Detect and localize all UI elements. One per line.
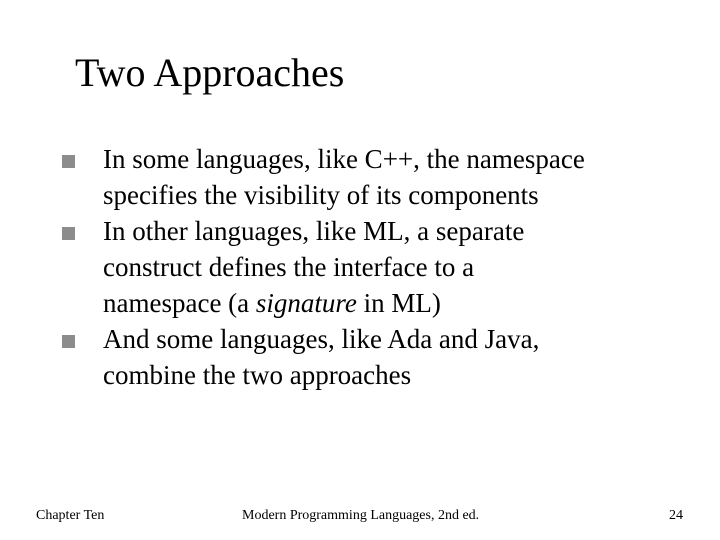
bullet-item — [62, 141, 692, 213]
slide-title: Two Approaches — [75, 50, 345, 95]
bullet-line: combine the two approaches — [103, 360, 412, 390]
footer-page-number: 24 — [669, 508, 683, 523]
bullet-text — [103, 321, 692, 393]
bullet-text — [103, 213, 692, 321]
bullet-line: And some languages, like Ada and Java, — [103, 324, 540, 354]
square-bullet-icon — [62, 155, 75, 168]
footer-chapter: Chapter Ten — [36, 508, 105, 523]
square-bullet-icon — [62, 227, 75, 240]
bullet-text-segment: in ML) — [356, 288, 441, 318]
bullet-item — [62, 213, 692, 321]
bullet-item — [62, 321, 692, 393]
bullet-line: construct defines the interface to a — [103, 252, 475, 282]
bullet-line: In some languages, like C++, the namespace — [103, 144, 585, 174]
bullet-line: specifies the visibility of its components — [103, 180, 539, 210]
footer-book-title: Modern Programming Languages, 2nd ed. — [242, 508, 480, 523]
italic-term: signature — [255, 288, 357, 318]
bullet-list — [62, 141, 692, 393]
bullet-line: In other languages, like ML, a separate — [103, 216, 525, 246]
bullet-line — [103, 285, 692, 321]
bullet-text-segment: namespace (a — [103, 288, 256, 318]
square-bullet-icon — [62, 335, 75, 348]
bullet-text — [103, 141, 692, 213]
